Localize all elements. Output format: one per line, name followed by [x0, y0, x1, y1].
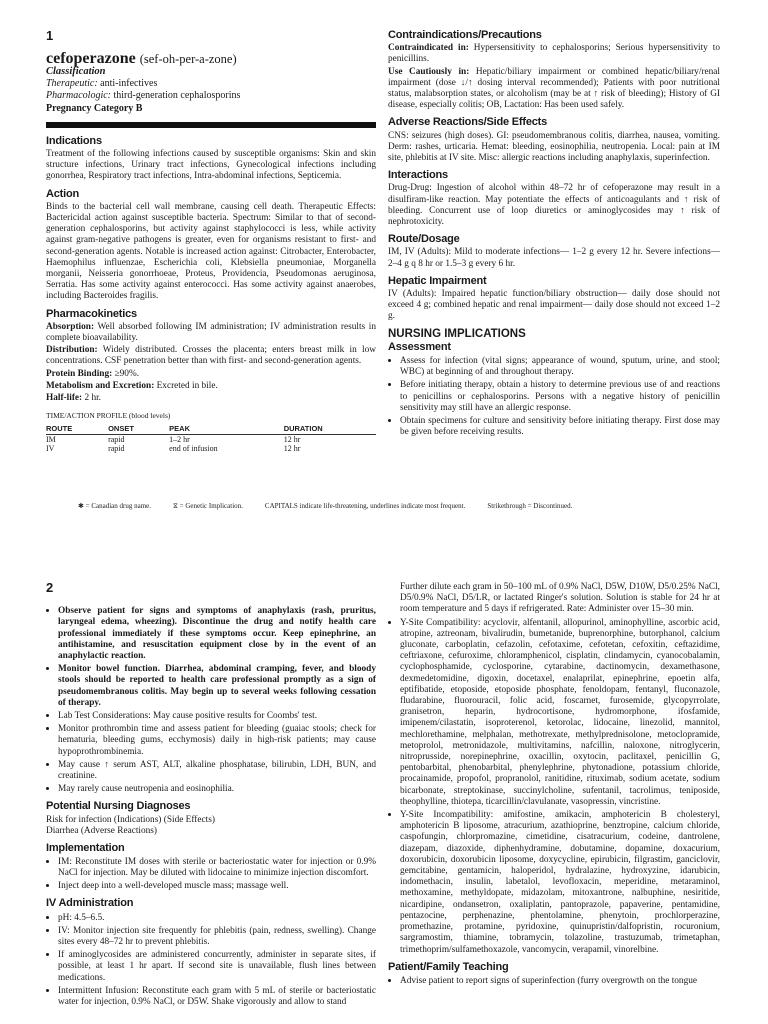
- route-dosage-text: IM, IV (Adults): Mild to moderate infections— 1–2 g every 12 hr. Severe infections— 2–4 g q 8 hr or 1.5–3 g every 6 hr.: [388, 247, 720, 269]
- absorption-text: Absorption: Well absorbed following IM administration; IV administration results in complete bioavailability.: [46, 321, 376, 344]
- list-item: • Y-Site Incompatibility: amifostine, amikacin, amphotericin B cholesteryl, amphotericin B liposome, atracurium, azathioprine, benztropine, calcium chloride, caspofungin, chlorpromazine, cimetidine, cisatracurium, codeine, dantrolene, diazepam, diazoxide, diphenhydramine, dobutamine, dopamine, doxacurium, doxorubicin, doxorubicin liposome, doxycycline, epirubicin, filgrastim, ganciclovir, gemcitabine, gentamicin, haloperidol, hydralazine, hydroxyzine, idarubicin, indomethacin, insulin, labetalol, levofloxacin, meperidine, metaraminol, methoxamine, methyldopate, midazolam, mitoxantrone, nalbuphine, nesiritide, nicardipine, ondansetron, oxaliplatin, pantoprazole, papaverine, pentamidine, pentazocine, perphenazine, phentolamine, phenytoin, prochlorperazine, promethazine, protamine, pyridoxine, quinupristin/dalfopristin, rocuronium, sargramostim, thiamine, tobramycin, tolazoline, trastuzumab, trimetaphan, trimethoprim/sulfamethoxazole, vancomycin, verapamil, vinorelbine.: [400, 809, 720, 956]
- section-divider: [46, 122, 376, 128]
- table-cell: IM: [46, 435, 56, 445]
- time-action-caption: TIME/ACTION PROFILE (blood levels): [46, 411, 171, 421]
- table-header-row: [46, 423, 376, 435]
- pharmacokinetics-heading: Pharmacokinetics: [46, 307, 137, 320]
- diagnosis-line: Risk for infection (Indications) (Side Effects): [46, 814, 215, 825]
- half-life-text: Half-life: 2 hr.: [46, 393, 101, 404]
- contraindicated-text: Contraindicated in: Hypersensitivity to cephalosporins; Serious hypersensitivity to penicillins.: [388, 43, 720, 65]
- assessment-continued-list: [46, 605, 376, 795]
- pronunciation: (sef-oh-per-a-zone): [139, 52, 237, 67]
- maple-leaf-icon: ✱: [78, 502, 84, 510]
- indications-text: Treatment of the following infections caused by susceptible organisms: Skin and skin structure infections, Urinary tract infections, Gynecological infections including gonorrhea, Respiratory tract infections, Intra-abdominal infections, Septicemia.: [46, 149, 376, 182]
- action-text: Binds to the bacterial cell wall membrane, causing cell death. Therapeutic Effects: Bactericidal action against susceptible bacteria. Spectrum: Similar to that of second-generation cephalosporins, but activity against staphylococci is less, while activity against gram-negative pathogens is greater, even for organisms resistant to first- and second-generation agents. Notable is increased action against: Citrobacter, Enterobacter, Haemophilus influenzae, Escherichia coli, Klebsiella pneumoniae, Morganella morganii, Neisseria gonorrhoeae, Proteus, Providencia, Pseudomonas aeruginosa, Serratia. Has some activity against enterococci. Has some activity against anaerobes, including Bacteroides fragilis.: [46, 201, 376, 302]
- pregnancy-category: Pregnancy Category B: [46, 102, 143, 114]
- adverse-reactions-text: CNS: seizures (high doses). GI: pseudomembranous colitis, diarrhea, nausea, vomiting. Derm: rashes, urticaria. Hemat: bleeding, eosinophilia, neutropenia. Local: pain at IM site, phlebitis at IV site. Misc: allergic reactions including anaphylaxis, superinfection.: [388, 130, 720, 164]
- page-two: [0, 568, 768, 1024]
- distribution-text: Distribution: Widely distributed. Crosses the placenta; enters breast milk in low concentrations. CSF penetration better than with first- and second-generation agents.: [46, 345, 376, 367]
- table-header: ROUTE: [46, 423, 108, 435]
- list-item: • Advise patient to report signs of superinfection (furry overgrowth on the tongue: [400, 975, 720, 987]
- classification-heading: Classification: [46, 66, 106, 78]
- interactions-heading: Interactions: [388, 169, 448, 182]
- table-header: PEAK: [169, 423, 284, 435]
- list-item: • IV: Monitor injection site frequently for phlebitis (pain, redness, swelling). Change sites every 48–72 hr to prevent phlebitis.: [58, 925, 376, 948]
- legend-genetic: ⧖ = Genetic Implication.: [173, 502, 243, 510]
- implementation-heading: Implementation: [46, 841, 125, 854]
- table-cell: rapid: [108, 435, 125, 445]
- list-item: • Obtain specimens for culture and sensitivity before initiating therapy. First dose may be given before receiving results.: [400, 415, 720, 438]
- nursing-implications-heading: NURSING IMPLICATIONS: [388, 327, 526, 340]
- route-dosage-heading: Route/Dosage: [388, 233, 460, 246]
- indications-heading: Indications: [46, 134, 102, 147]
- contraindications-heading: Contraindications/Precautions: [388, 29, 542, 41]
- list-item: • Before initiating therapy, obtain a history to determine previous use of and reactions to penicillins or cephalosporins. Persons with a negative history of penicillin sensitivity may still have an allergic response.: [400, 379, 720, 414]
- table-cell: rapid: [108, 444, 125, 454]
- table-row: [46, 435, 376, 445]
- assessment-heading: Assessment: [388, 340, 451, 353]
- use-cautiously-text: Use Cautiously in: Hepatic/biliary impairment or combined hepatic/biliary/renal impairment (dose ↓/↑ dosing interval recommended); Patients with poor nutritional status, malabsorption states, or alcoholism (may be at ↑ risk of bleeding); History of GI disease, especially colitis; OB, Lactation: Has been used safely.: [388, 66, 720, 111]
- list-item: • pH: 4.5–6.5.: [58, 912, 376, 924]
- table-header: ONSET: [108, 423, 169, 435]
- table-cell: end of infusion: [169, 444, 218, 454]
- legend-canadian: ✱ = Canadian drug name.: [78, 502, 151, 510]
- list-item: • IM: Reconstitute IM doses with sterile or bacteriostatic water for injection or 0.9% NaCl for injection. May be diluted with lidocaine to minimize injection discomfort.: [58, 856, 376, 879]
- list-item: • Y-Site Compatibility: acyclovir, alfentanil, allopurinol, aminophylline, ascorbic acid, atropine, aztreonam, bivalirudin, bumetanide, buprenorphine, butorphanol, calcium gluconate, carboplatin, cefazolin, cefotaxime, cefotetan, cefoxitin, ceftazidime, ceftriaxone, cefuroxime, chloramphenicol, cisplatin, clindamycin, cyanocobalamin, cyclophosphamide, cyclosporine, cytarabine, dactinomycin, dexamethasone, dexmedetomidine, digoxin, docetaxel, enalaprilat, epinephrine, epoetin alfa, eptifibatide, etoposide, etoposide phosphate, fenoldopam, fentanyl, fluconazole, fludarabine, fluorouracil, folic acid, foscarnet, furosemide, glycopyrrolate, granisetron, heparin, hydrocortisone, hydromorphone, ifosfamide, imipenem/cilastatin, isoproterenol, ketorolac, lidocaine, linezolid, mannitol, mechlorethamine, melphalan, methotrexate, methylprednisolone, metoclopramide, metoprolol, metronidazole, multivitamins, nafcillin, naloxone, nitroglycerin, nitroprusside, norepinephrine, oxacillin, oxytocin, paclitaxel, penicillin G, pentobarbital, phenobarbital, phenylephrine, phytonadione, potassium chloride, procainamide, propofol, propranolol, ranitidine, rituximab, sodium acetate, sodium bicarbonate, streptokinase, succinylcholine, sufentanil, tacrolimus, teniposide, theophylline, thiotepa, ticarcillin/clavulanate, vasopressin, vincristine.: [400, 617, 720, 808]
- teaching-list: [388, 975, 720, 987]
- list-item: • May cause ↑ serum AST, ALT, alkaline phosphatase, bilirubin, LDH, BUN, and creatinine.: [58, 759, 376, 782]
- list-item: • Monitor prothrombin time and assess patient for bleeding (guaiac stools; check for hematuria, bleeding gums, ecchymosis) daily in high-risk patients; may cause hypoprothrombinemia.: [58, 723, 376, 758]
- y-site-list: [388, 617, 720, 956]
- page-number: 1: [46, 28, 54, 43]
- action-heading: Action: [46, 187, 80, 200]
- pharmacologic-class: Pharmacologic: third-generation cephalosporins: [46, 89, 241, 101]
- time-action-table: [46, 423, 376, 453]
- legend: [78, 502, 738, 511]
- assessment-list: [388, 355, 720, 438]
- table-cell: 1–2 hr: [169, 435, 190, 445]
- legend-capitals: CAPITALS indicate life-threatening, underlines indicate most frequent.: [264, 502, 466, 510]
- list-item: • If aminoglycosides are administered concurrently, administer in separate sites, if possible, at least 1 hr apart. If second site is unavailable, flush lines between medications.: [58, 949, 376, 984]
- list-item: • Intermittent Infusion: Reconstitute each gram with 5 mL of sterile or bacteriostatic water for injection, 0.9% NaCl, or D5W. Shake vigorously and allow to stand: [58, 985, 376, 1008]
- metabolism-text: Metabolism and Excretion: Excreted in bile.: [46, 380, 218, 391]
- interactions-text: Drug-Drug: Ingestion of alcohol within 48–72 hr of cefoperazone may result in a disulfiram-like reaction. May potentiate the effects of anticoagulants and ↑ risk of bleeding. Concurrent use of loop diuretics or aminoglycosides may ↑ risk of nephrotoxicity.: [388, 183, 720, 228]
- table-cell: 12 hr: [283, 435, 301, 445]
- protein-binding-text: Protein Binding: ≥90%.: [46, 368, 140, 379]
- nursing-diagnoses-heading: Potential Nursing Diagnoses: [46, 800, 191, 813]
- table-row: [46, 444, 376, 453]
- list-item: • Lab Test Considerations: May cause positive results for Coombs' test.: [58, 710, 376, 722]
- adverse-reactions-heading: Adverse Reactions/Side Effects: [388, 116, 548, 129]
- iv-administration-list: [46, 912, 376, 1009]
- dilution-text: Further dilute each gram in 50–100 mL of 0.9% NaCl, D5W, D10W, D5/0.25% NaCl, D5/0.9% NaCl, D5/LR, or lactated Ringer's solution. Solution is stable for 24 hr at room temperature and 5 days if refrigerated. Rate: Administer over 15–30 min.: [400, 582, 720, 615]
- page-two-left-column: [46, 582, 376, 1009]
- list-item: • Inject deep into a well-developed muscle mass; massage well.: [58, 880, 376, 892]
- list-item: • May rarely cause neutropenia and eosinophilia.: [58, 783, 376, 795]
- legend-strikethrough: Strikethrough = Discontinued.: [487, 502, 573, 510]
- table-header: DURATION: [284, 423, 376, 435]
- hepatic-impairment-heading: Hepatic Impairment: [388, 274, 487, 287]
- list-item: • Assess for infection (vital signs; appearance of wound, sputum, urine, and stool; WBC) at beginning of and throughout therapy.: [400, 355, 720, 378]
- page-one-left-column: [46, 30, 376, 453]
- drug-name-heading: cefoperazone (sef-oh-per-a-zone): [46, 50, 237, 68]
- hepatic-impairment-text: IV (Adults): Impaired hepatic function/biliary obstruction— daily dose should not exceed 4 g; combined hepatic and renal impairment— daily dose should not exceed 1–2 g.: [388, 289, 720, 322]
- diagnosis-line: Diarrhea (Adverse Reactions): [46, 825, 157, 836]
- therapeutic-class: Therapeutic: anti-infectives: [46, 77, 158, 89]
- implementation-list: [46, 856, 376, 893]
- list-item: • Monitor bowel function. Diarrhea, abdominal cramping, fever, and bloody stools should be reported to health care professional promptly as a sign of pseudomembranous colitis. May begin up to several weeks following cessation of therapy.: [58, 663, 376, 709]
- iv-administration-heading: IV Administration: [46, 897, 134, 910]
- table-cell: 12 hr: [283, 444, 301, 454]
- patient-teaching-heading: Patient/Family Teaching: [388, 960, 509, 973]
- dna-icon: ⧖: [173, 502, 178, 510]
- page-two-right-column: [388, 582, 720, 988]
- table-cell: IV: [46, 444, 55, 454]
- list-item: • Observe patient for signs and symptoms of anaphylaxis (rash, pruritus, laryngeal edema, wheezing). Discontinue the drug and notify health care professional immediately if these symptoms occur. Keep epinephrine, an antihistamine, and resuscitation equipment close by in the event of an anaphylactic reaction.: [58, 605, 376, 662]
- page-number: 2: [46, 580, 54, 595]
- page-one-right-column: [388, 30, 720, 440]
